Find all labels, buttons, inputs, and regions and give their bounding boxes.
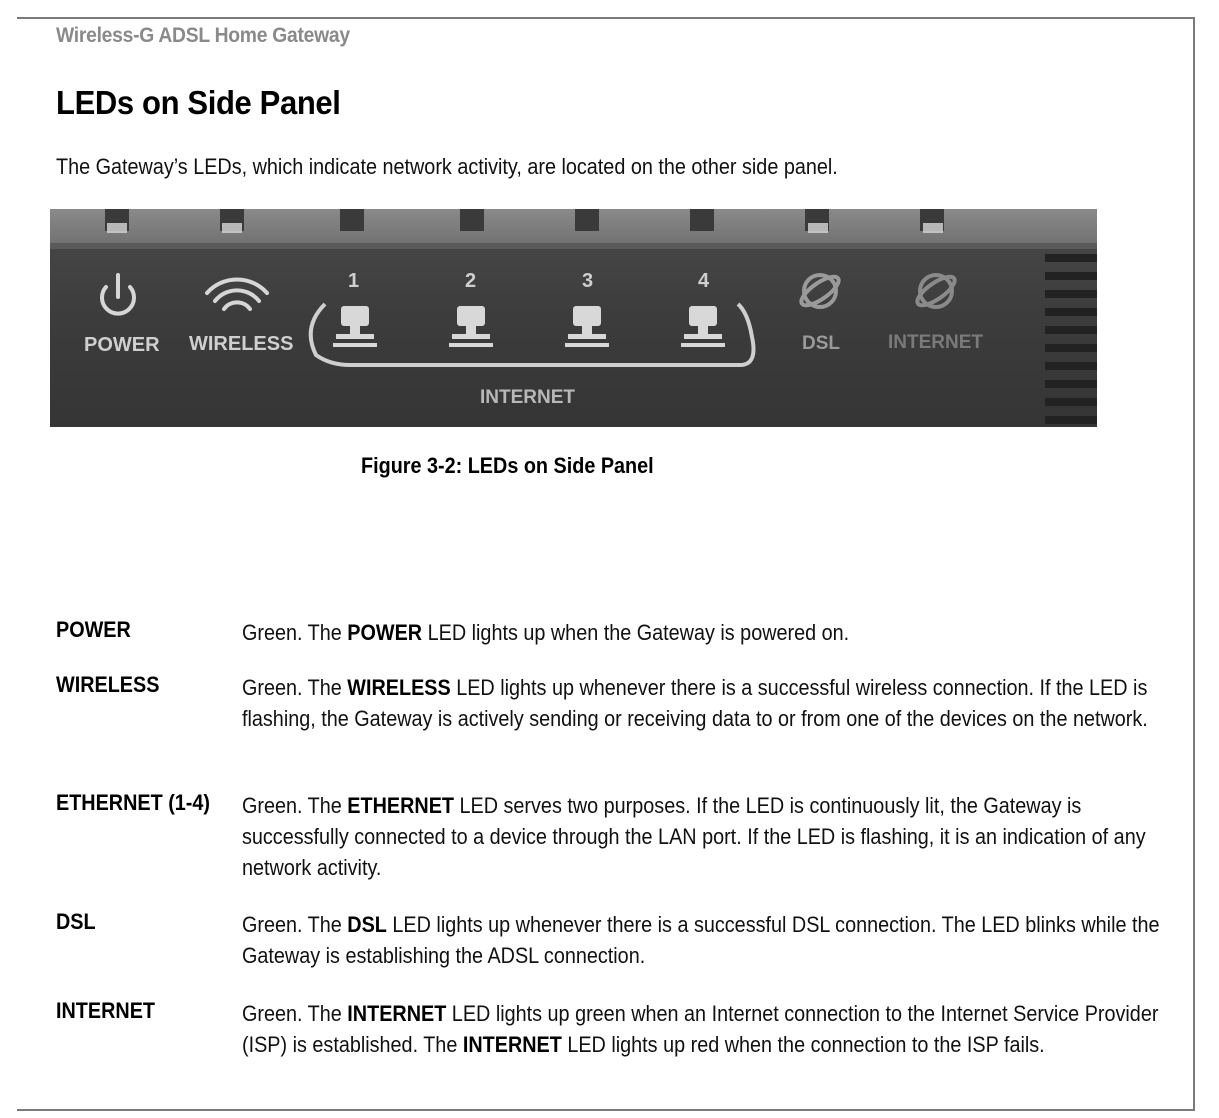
led-description: Green. The DSL LED lights up whenever there is a successful DSL connection. The LED blinks while the Gateway is establishing the ADSL connection.	[242, 912, 1160, 968]
panel-label-port-1: 1	[348, 270, 360, 292]
panel-label-port-3: 3	[582, 270, 594, 292]
led-description: Green. The INTERNET LED lights up green when an Internet connection to the Internet Service Provider (ISP) is established. The INTERNET LED lights up red when the connection to the ISP fails.	[242, 1001, 1159, 1057]
running-header: Wireless-G ADSL Home Gateway	[56, 24, 350, 47]
led-term: ETHERNET (1-4)	[56, 790, 211, 815]
led-term: DSL	[56, 909, 96, 934]
led-description: Green. The POWER LED lights up when the Gateway is powered on.	[242, 620, 850, 645]
led-term: WIRELESS	[56, 672, 160, 697]
led-description: Green. The WIRELESS LED lights up whenever there is a successful wireless connection. If the LED is flashing, the Gateway is actively sending or receiving data to or from one of the devices on the network.	[242, 675, 1148, 731]
led-description: Green. The ETHERNET LED serves two purposes. If the LED is continuously lit, the Gateway is successfully connected to a device through the LAN port. If the LED is flashing, it is an indication of any network activity.	[242, 793, 1146, 880]
side-panel-photo	[50, 209, 1097, 427]
led-term: POWER	[56, 617, 131, 642]
panel-label-port-2: 2	[465, 270, 477, 292]
panel-label-internet: INTERNET	[888, 332, 983, 353]
figure-caption: Figure 3-2: LEDs on Side Panel	[361, 453, 654, 478]
panel-label-power: POWER	[84, 334, 160, 356]
panel-label-port-4: 4	[698, 270, 710, 292]
intro-paragraph: The Gateway’s LEDs, which indicate network activity, are located on the other side panel.	[56, 154, 838, 179]
panel-label-wireless: WIRELESS	[189, 333, 294, 355]
section-title: LEDs on Side Panel	[56, 84, 341, 121]
panel-label-dsl: DSL	[802, 333, 840, 354]
panel-label-ethernet-group: INTERNET	[480, 387, 575, 408]
led-term: INTERNET	[56, 998, 155, 1023]
